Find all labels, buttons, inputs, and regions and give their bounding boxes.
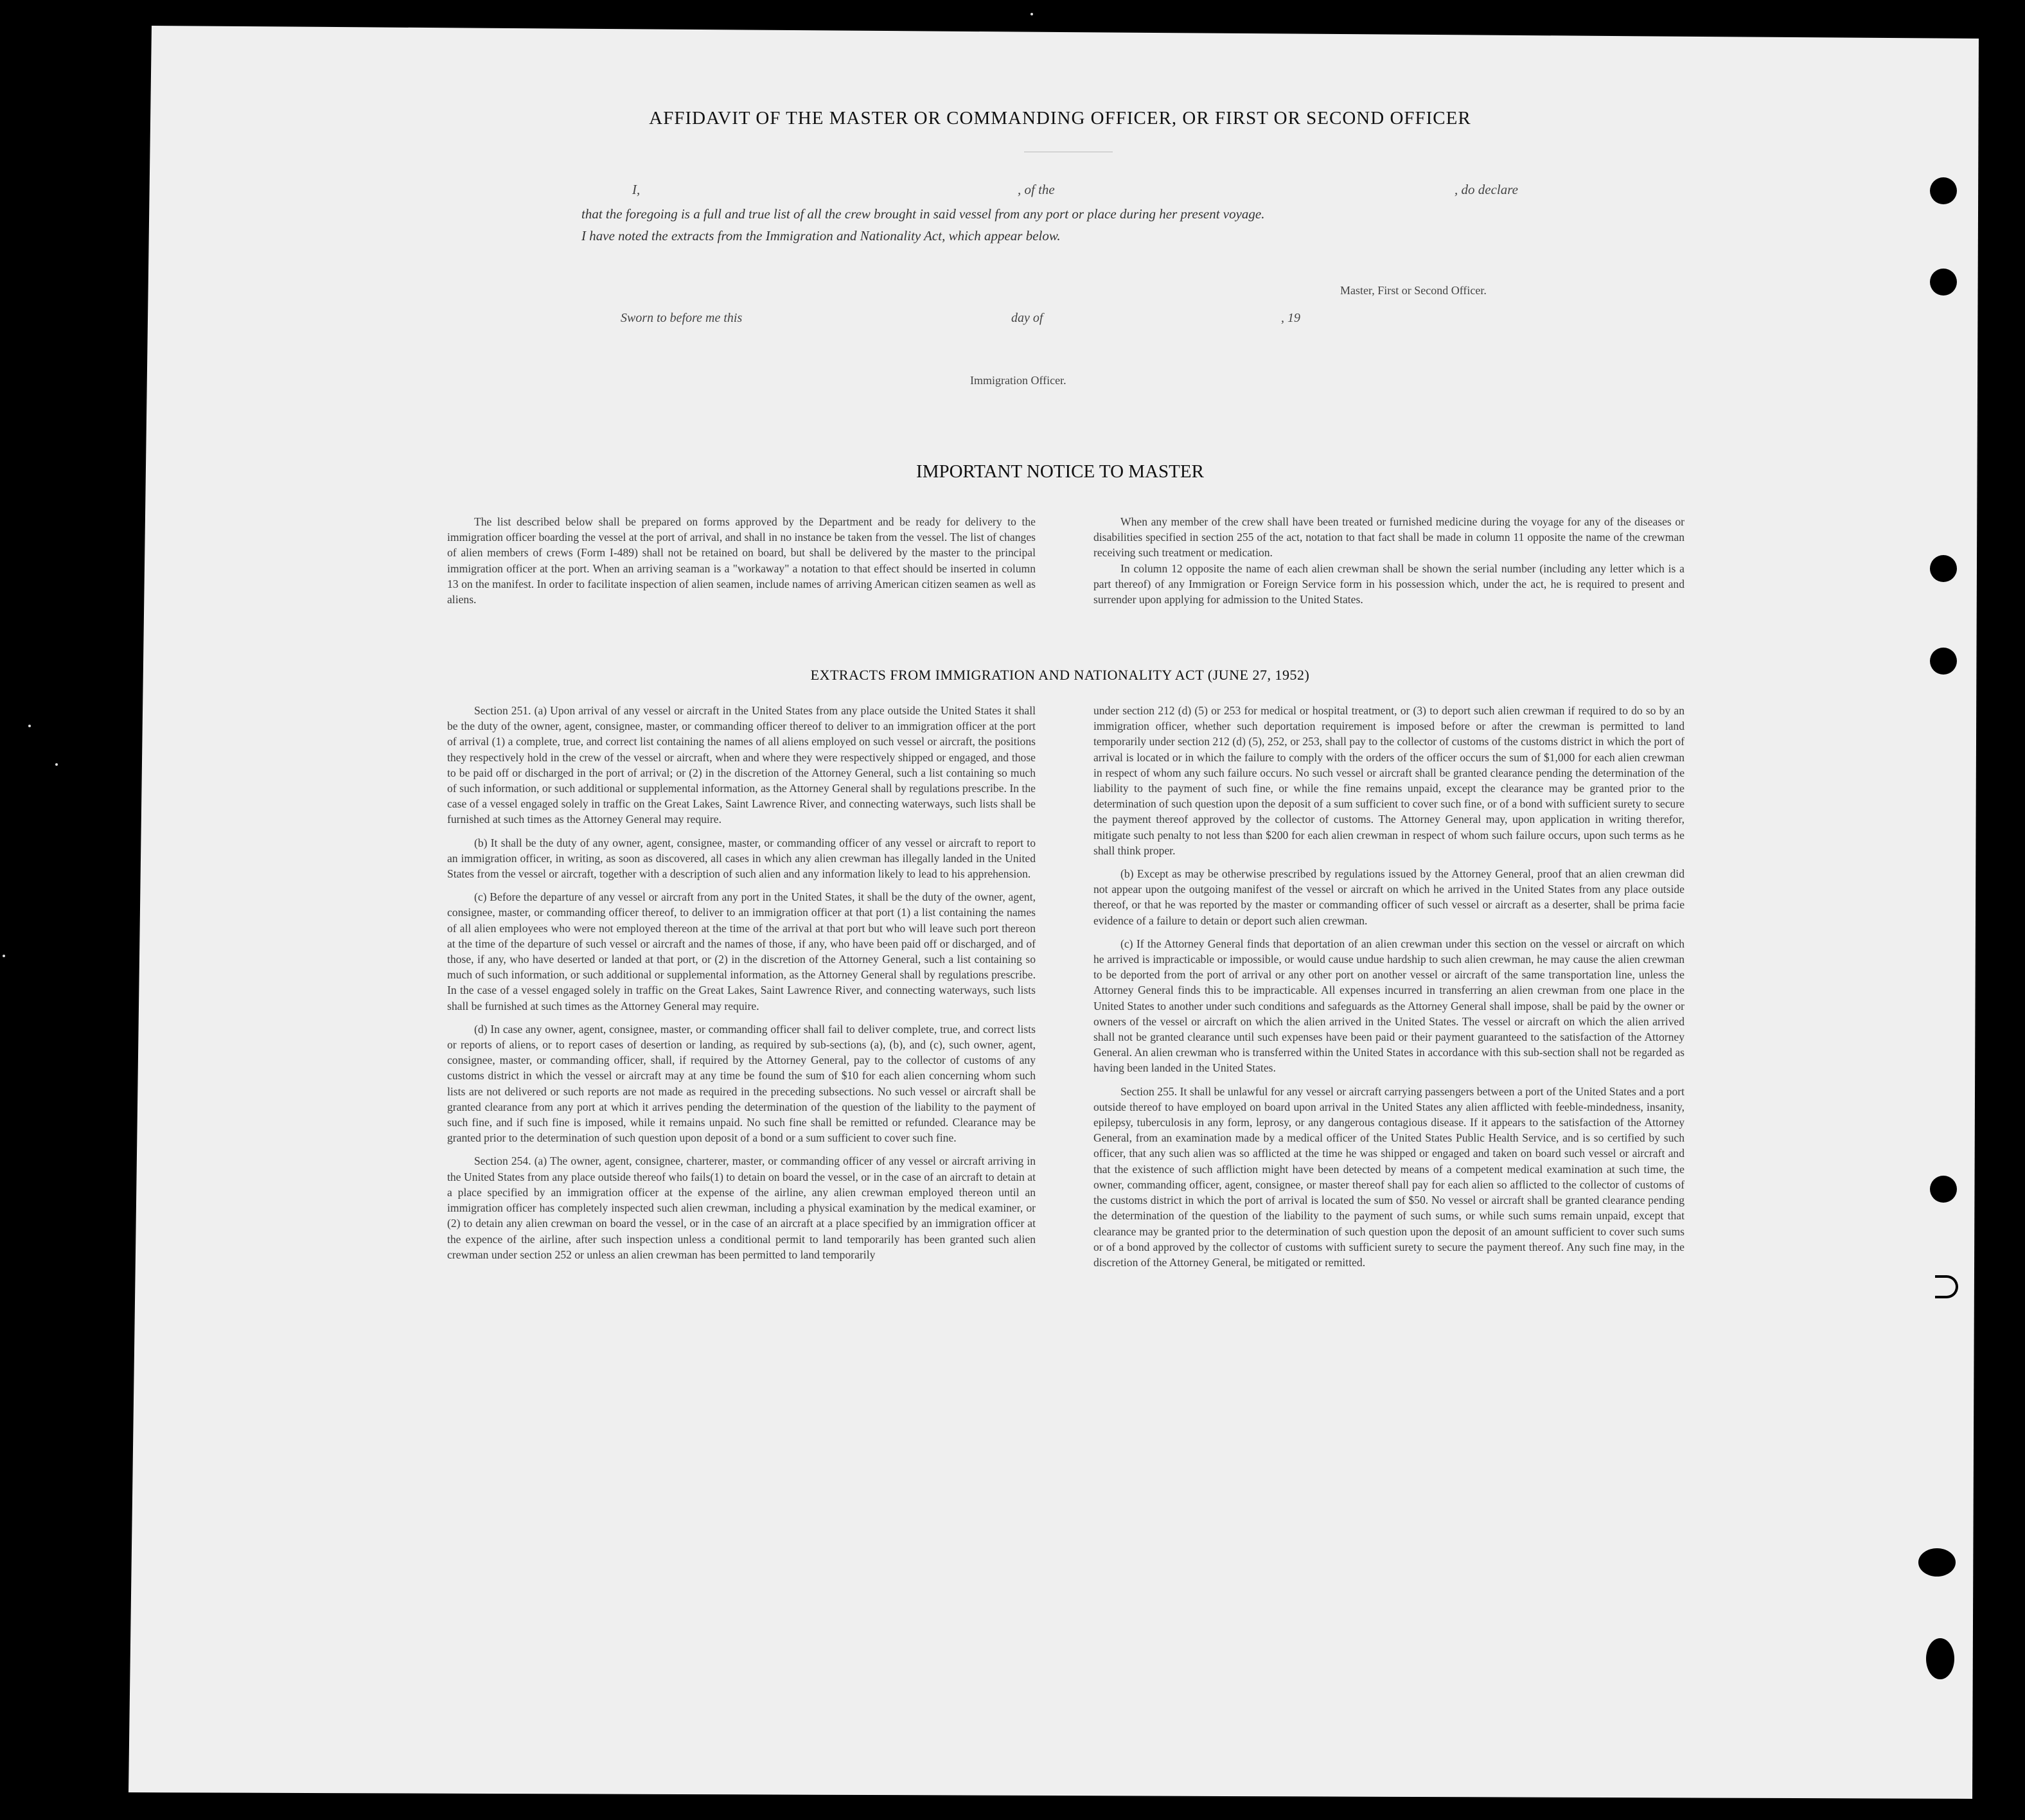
sworn-label: Sworn to before me this [621, 311, 743, 325]
statute-paragraph: Section 255. It shall be unlawful for any vessel or aircraft carrying passengers between a port of the United States and a port outside thereof to have employed on board upon arrival in the United States any alien afflicted with feeble-mindedness, insanity, epilepsy, tuberculosis in any form, leprosy, or any dangerous contagious disease. If it appears to the satisfaction of the Attorney General, from an examination made by a medical officer of the United States Public Health Service, and is so certified by such officer, that any such alien was so afflicted at the time he was shipped or engaged and taken on board such vessel or aircraft and that the existence of such affliction might have been detected by means of a competent medical examination at such time, the owner, commanding officer, agent, consignee, or master thereof shall pay for each alien so afflicted to the collector of customs of the customs district in which the port of arrival is located the sum of $50. No vessel or aircraft shall be granted clearance pending the determination of the question of the liability to the payment of such sums, or while such sums remain unpaid, except that clearance may be granted prior to the determination of such question upon the deposit of an amount sufficient to cover such sums or of a bond approved by the collector of customs with sufficient surety to secure the payment thereof. Any such fine may, in the discretion of the Attorney General, be mitigated or remitted. [1093, 1084, 1685, 1269]
statute-paragraph: (b) Except as may be otherwise prescribed by regulations issued by the Attorney General, proof that an alien crewman did not appear upon the outgoing manifest of the vessel or aircraft on which he arrived in the United States from any place outside thereof, or that he was reported by the master or commanding officer of such vessel or aircraft as a deserter, shall be prima facie evidence of a failure to detain or deport such alien crewman. [1093, 867, 1685, 927]
extracts-header [578, 667, 1542, 684]
statute-paragraph: Section 254. (a) The owner, agent, consignee, charterer, master, or commanding officer of any vessel or aircraft arriving in the United States from any place outside thereof who fails(1) to detain on board the vessel, or in the case of an aircraft to detain at a place specified by an immigration officer at the expense of the airline, any alien crewman employed thereon until an immigration officer has completely inspected such alien crewman, including a physical examination by the medical examiner, or (2) to detain any alien crewman on board the vessel, or in the case of an aircraft at a place specified by an immigration officer at the expence of the airline, after such inspection unless a conditional permit to land temporarily has been granted such alien crewman under section 252 or unless an alien crewman has been permitted to land temporarily [447, 1154, 1036, 1261]
notice-paragraph: In column 12 opposite the name of each alien crewman shall be shown the serial number (including any letter which is a part thereof) of any Immigration or Foreign Service form in his possession which, under the act, he is required to present and surrender upon applying for admission to the United States. [1093, 561, 1685, 606]
extracts-left-column [447, 703, 1036, 1262]
statute-paragraph: (b) It shall be the duty of any owner, agent, consignee, master, or commanding officer of any vessel or aircraft to report to an immigration officer, in writing, as soon as discovered, all cases in which any alien crewman has illegally landed in the United States from the vessel or aircraft, together with a description of such alien and any information likely to lead to his apprehension. [447, 836, 1036, 881]
vessel-label: , of the [1018, 182, 1055, 197]
punch-hole [1930, 269, 1957, 296]
punch-hole [1930, 1176, 1957, 1203]
scan-speck [3, 955, 5, 957]
declarant-label: I, [632, 182, 641, 197]
notice-header [578, 461, 1542, 482]
extracts-title: EXTRACTS FROM IMMIGRATION AND NATIONALITY ACT (JUNE 27, 1952) [810, 667, 1310, 683]
punch-hole [1930, 648, 1957, 675]
statute-paragraph: (c) Before the departure of any vessel or aircraft from any port in the United States, it shall be the duty of the owner, agent, consignee, master, or commanding officer thereof, to deliver to an immigration officer at that port (1) a list containing the names of all alien employees who were not employed thereon at the time of the arrival at that port but who will leave such port thereon at the time of the departure of such vessel or aircraft and the names of those, if any, who have been paid off or discharged, and of those, if any, who have deserted or landed at that port, or (2) in the discretion of the Attorney General, such a list containing so much of such information, or such additional or supplemental information, as the Attorney General shall by regulations prescribe. In the case of a vessel engaged solely in traffic on the Great Lakes, Saint Lawrence River, and connecting waterways, such lists shall be furnished at such times as the Attorney General may require. [447, 890, 1036, 1012]
master-signature-label: Master, First or Second Officer. [1340, 284, 1487, 297]
affidavit-title: AFFIDAVIT OF THE MASTER OR COMMANDING OFFICER, OR FIRST OR SECOND OFFICER [649, 108, 1471, 128]
punch-hole [1926, 1638, 1954, 1679]
punch-hole [1935, 1275, 1958, 1298]
do-declare-label: , do declare [1455, 182, 1518, 197]
declaration-line-2: that the foregoing is a full and true list of all the crew brought in said vessel from any port or place during her present voyage. [581, 206, 1265, 222]
notice-paragraph: The list described below shall be prepared on forms approved by the Department and be ready for delivery to the immigration officer boarding the vessel at the port of arrival, and shall in no instance be taken from the vessel. The list of changes of alien members of crews (Form I-489) shall not be retained on board, but shall be delivered by the master to the principal immigration officer at the port. When an arriving seaman is a "workaway" a notation to that effect should be inserted in column 13 on the manifest. In order to facilitate inspection of alien seamen, include names of arriving American citizen seamen as well as aliens. [447, 515, 1036, 606]
scan-speck [28, 725, 31, 727]
statute-paragraph: Section 251. (a) Upon arrival of any vessel or aircraft in the United States from any place outside the United States it shall be the duty of the owner, agent, consignee, master, or commanding officer thereof to deliver to an immigration officer at the port of arrival (1) a complete, true, and correct list containing the names of all aliens employed on such vessel or aircraft, the positions they respectively hold in the crew of the vessel or aircraft, when and where they were respectively shipped or engaged, and those to be paid off or discharged in the port of arrival; or (2) in the discretion of the Attorney General, such a list containing so much of such information, or such additional or supplemental information, as the Attorney General shall by regulations prescribe. In the case of a vessel engaged solely in traffic on the Great Lakes, Saint Lawrence River, and connecting waterways, such lists shall be furnished at such times as the Attorney General may require. [447, 704, 1036, 826]
notice-title: IMPORTANT NOTICE TO MASTER [916, 461, 1204, 482]
notice-right-column [1093, 514, 1685, 607]
statute-paragraph: under section 212 (d) (5) or 253 for medical or hospital treatment, or (3) to deport such alien crewman if required to do so by an immigration officer, whether such deportation requirement is imposed before or after the crewman is permitted to land temporarily under section 212 (d) (5), 252, or 253, shall pay to the collector of customs of the customs district in which the port of arrival is located or in which the failure to comply with the orders of the officer occurs the sum of $1,000 for each alien crewman in respect of whom any such failure occurs. No such vessel or aircraft shall be granted clearance pending the determination of the liability to the payment of such fine, or while the fine remains unpaid, except the clearance may be granted prior to the determination of such question upon the deposit of a sum sufficient to cover such fine, or of a bond with sufficient surety to secure the payment thereof approved by the collector of customs. The Attorney General may, upon application in writing therefor, mitigate such penalty to not less than $200 for each alien crewman in respect of whom such failure occurs, upon such terms as he shall think proper. [1093, 704, 1685, 857]
scan-speck [1030, 13, 1033, 15]
notice-left-column [447, 514, 1036, 607]
statute-paragraph: (d) In case any owner, agent, consignee, master, or commanding officer shall fail to deliver complete, true, and correct lists or reports of aliens, or to report cases of desertion or landing, as required by sub-sections (a), (b), and (c), such owner, agent, consignee, master, or commanding officer, shall, if required by the Attorney General, pay to the collector of customs of any customs district in which the vessel or aircraft may at any time be found the sum of $10 for each alien concerning whom such lists are not delivered or such reports are not made as required in the preceding subsections. No such vessel or aircraft shall be granted clearance from any port at which it arrives pending the determination of the question of the liability to the payment of such fine, and if such fine is imposed, while it remains unpaid. No such fine shall be remitted or refunded. Clearance may be granted prior to the determination of such question upon deposit of a bond or a sum sufficient to cover such fine. [447, 1022, 1036, 1145]
year-label: , 19 [1281, 311, 1300, 325]
extracts-right-column [1093, 703, 1685, 1270]
punch-hole [1918, 1548, 1956, 1577]
affidavit-header [578, 108, 1542, 129]
declaration-line-3: I have noted the extracts from the Immigration and Nationality Act, which appear below. [581, 228, 1061, 243]
statute-paragraph: (c) If the Attorney General finds that deportation of an alien crewman under this section on the vessel or aircraft on which he arrived is impracticable or impossible, or would cause undue hardship to such alien crewman, he may cause the alien crewman to be deported from the port of arrival or any other port on another vessel or aircraft of the same transportation line, unless the Attorney General finds this to be impracticable. All expenses incurred in transferring an alien crewman from one place in the United States to another under such conditions and safeguards as the Attorney General shall impose, shall be paid by the owner or owners of the vessel or aircraft on which the alien arrived in the United States. The vessel or aircraft on which the alien arrived shall not be granted clearance until such expenses have been paid or their payment guaranteed to the satisfaction of the Attorney General. An alien crewman who is transferred within the United States in accordance with this sub-section shall not be regarded as having been landed in the United States. [1093, 937, 1685, 1075]
scan-speck [55, 763, 58, 766]
document-page [128, 26, 1979, 1799]
punch-hole [1930, 177, 1957, 204]
notice-paragraph: When any member of the crew shall have been treated or furnished medicine during the voyage for any of the diseases or disabilities specified in section 255 of the act, notation to that fact shall be made in column 11 opposite the name of the crewman receiving such treatment or medication. [1093, 515, 1685, 560]
day-of-label: day of [1011, 311, 1043, 325]
punch-hole [1930, 555, 1957, 582]
immigration-officer-label: Immigration Officer. [970, 374, 1066, 387]
